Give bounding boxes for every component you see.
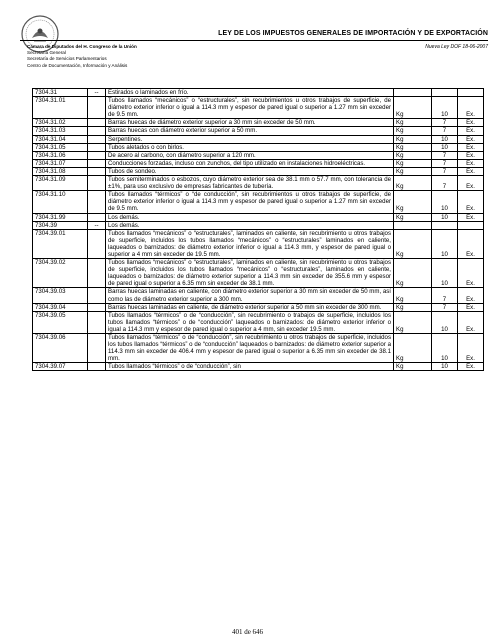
unit-of-measure: Kg bbox=[394, 159, 432, 167]
page-number: 401 de 646 bbox=[231, 628, 264, 636]
level-marker bbox=[88, 213, 106, 221]
level-marker bbox=[88, 259, 106, 288]
tariff-code: 7304.31.05 bbox=[33, 143, 88, 151]
header-rule bbox=[20, 40, 488, 41]
import-rate: 10 bbox=[432, 259, 458, 288]
export-rate: Ex. bbox=[458, 229, 484, 258]
import-rate: 10 bbox=[432, 97, 458, 119]
import-rate: 7 bbox=[432, 167, 458, 175]
product-description: De acero al carbono, con diámetro superior a 120 mm. bbox=[106, 151, 394, 159]
import-rate: 10 bbox=[432, 143, 458, 151]
tariff-code: 7304.31.07 bbox=[33, 159, 88, 167]
unit-of-measure: Kg bbox=[394, 303, 432, 311]
tariff-row bbox=[33, 303, 484, 311]
level-marker bbox=[88, 127, 106, 135]
product-description: Barras huecas laminadas en caliente, de diámetro exterior superior a 50 mm sin exceder de 300 mm. bbox=[106, 303, 394, 311]
import-rate: 7 bbox=[432, 119, 458, 127]
level-marker bbox=[88, 119, 106, 127]
tariff-table bbox=[32, 88, 484, 371]
product-description: Barras huecas laminadas en caliente, con diámetro exterior superior a 30 mm sin exceder de 50 mm, así como las de diámetro exterior superior a 300 mm. bbox=[106, 288, 394, 303]
tariff-code: 7304.31.06 bbox=[33, 151, 88, 159]
tariff-row bbox=[33, 167, 484, 175]
tariff-code: 7304.39.05 bbox=[33, 311, 88, 333]
product-description: Serpentines. bbox=[106, 135, 394, 143]
unit-of-measure: Kg bbox=[394, 127, 432, 135]
export-rate: Ex. bbox=[458, 97, 484, 119]
import-rate: 7 bbox=[432, 288, 458, 303]
unit-of-measure: Kg bbox=[394, 311, 432, 333]
product-description: Tubos llamados “mecánicos” o “estructurales”, sin recubrimientos u otros trabajos de superficie, de diámetro exterior inferior o igual a 114.3 mm y espesor de pared igual o superior a 1.27 mm sin exceder de 9.5 mm. bbox=[106, 97, 394, 119]
tariff-code: 7304.31.08 bbox=[33, 167, 88, 175]
tariff-row bbox=[33, 363, 484, 371]
export-rate: Ex. bbox=[458, 143, 484, 151]
tariff-row bbox=[33, 151, 484, 159]
institution-line: Centro de Documentación, Información y Análisis bbox=[27, 62, 128, 68]
export-rate: Ex. bbox=[458, 363, 484, 371]
import-rate: 10 bbox=[432, 363, 458, 371]
tariff-code: 7304.31.03 bbox=[33, 127, 88, 135]
level-marker bbox=[88, 151, 106, 159]
tariff-row bbox=[33, 213, 484, 221]
level-marker bbox=[88, 334, 106, 363]
unit-of-measure bbox=[394, 221, 432, 229]
institution-name: Cámara de Diputados del H. Congreso de la Unión bbox=[27, 44, 137, 49]
unit-of-measure: Kg bbox=[394, 176, 432, 191]
import-rate: 10 bbox=[432, 135, 458, 143]
export-rate: Ex. bbox=[458, 151, 484, 159]
tariff-code: 7304.31 bbox=[33, 89, 88, 97]
level-marker bbox=[88, 229, 106, 258]
level-marker bbox=[88, 135, 106, 143]
tariff-code: 7304.39.06 bbox=[33, 334, 88, 363]
unit-of-measure bbox=[394, 89, 432, 97]
tariff-row bbox=[33, 229, 484, 258]
import-rate: 7 bbox=[432, 303, 458, 311]
unit-of-measure: Kg bbox=[394, 363, 432, 371]
product-description: Barras huecas de diámetro exterior superior a 30 mm sin exceder de 50 mm. bbox=[106, 119, 394, 127]
unit-of-measure: Kg bbox=[394, 151, 432, 159]
tariff-row bbox=[33, 143, 484, 151]
level-marker bbox=[88, 303, 106, 311]
import-rate: 10 bbox=[432, 334, 458, 363]
level-marker bbox=[88, 288, 106, 303]
level-marker bbox=[88, 97, 106, 119]
tariff-table-container bbox=[32, 88, 484, 371]
export-rate: Ex. bbox=[458, 213, 484, 221]
tariff-code: 7304.39.03 bbox=[33, 288, 88, 303]
publication-note: Nueva Ley DOF 18-06-2007 bbox=[425, 44, 488, 50]
tariff-row bbox=[33, 176, 484, 191]
level-marker bbox=[88, 167, 106, 175]
tariff-code: 7304.39.02 bbox=[33, 259, 88, 288]
product-description: Conducciones forzadas, incluso con zunchos, del tipo utilizado en instalaciones hidroeléctricas. bbox=[106, 159, 394, 167]
import-rate: 10 bbox=[432, 191, 458, 213]
import-rate bbox=[432, 221, 458, 229]
export-rate: Ex. bbox=[458, 311, 484, 333]
tariff-code: 7304.31.01 bbox=[33, 97, 88, 119]
tariff-code: 7304.31.09 bbox=[33, 176, 88, 191]
level-marker: -- bbox=[88, 221, 106, 229]
institution-block bbox=[27, 44, 137, 69]
unit-of-measure: Kg bbox=[394, 229, 432, 258]
import-rate: 7 bbox=[432, 127, 458, 135]
tariff-code: 7304.31.02 bbox=[33, 119, 88, 127]
tariff-code: 7304.39 bbox=[33, 221, 88, 229]
export-rate: Ex. bbox=[458, 259, 484, 288]
export-rate: Ex. bbox=[458, 167, 484, 175]
export-rate: Ex. bbox=[458, 334, 484, 363]
institution-line: Secretaría de Servicios Parlamentarios bbox=[27, 56, 107, 62]
export-rate: Ex. bbox=[458, 191, 484, 213]
tariff-row bbox=[33, 135, 484, 143]
tariff-row bbox=[33, 97, 484, 119]
tariff-code: 7304.39.07 bbox=[33, 363, 88, 371]
product-description: Tubos llamados “mecánicos” o “estructurales”, laminados en caliente, sin recubrimiento u otros trabajos de superficie, incluidos los tubos llamados “mecánicos” o “estructurales”, laminados en caliente, laqueados o barnizados: de diámetro exterior superior a 114.3 mm sin exceder de 355.6 mm y espesor de pared igual o superior a 6.35 mm sin exceder de 38.1 mm. bbox=[106, 259, 394, 288]
tariff-row bbox=[33, 288, 484, 303]
product-description: Tubos semiterminados o esbozos, cuyo diámetro exterior sea de 38.1 mm o 57.7 mm, con tolerancia de ±1%, para uso exclusivo de empresas fabricantes de tubería. bbox=[106, 176, 394, 191]
export-rate: Ex. bbox=[458, 119, 484, 127]
tariff-code: 7304.31.10 bbox=[33, 191, 88, 213]
unit-of-measure: Kg bbox=[394, 119, 432, 127]
tariff-row bbox=[33, 311, 484, 333]
import-rate: 7 bbox=[432, 159, 458, 167]
product-description: Tubos aletados o con birlos. bbox=[106, 143, 394, 151]
export-rate: Ex. bbox=[458, 127, 484, 135]
unit-of-measure: Kg bbox=[394, 191, 432, 213]
level-marker: -- bbox=[88, 89, 106, 97]
import-rate bbox=[432, 89, 458, 97]
product-description: Tubos llamados “térmicos” o “de conducción”, sin recubrimientos u otros trabajos de superficie, de diámetro exterior inferior o igual a 114.3 mm y espesor de pared igual o superior a 1.27 mm sin exceder de 9.5 mm. bbox=[106, 191, 394, 213]
unit-of-measure: Kg bbox=[394, 135, 432, 143]
unit-of-measure: Kg bbox=[394, 334, 432, 363]
export-rate bbox=[458, 89, 484, 97]
export-rate: Ex. bbox=[458, 159, 484, 167]
import-rate: 7 bbox=[432, 151, 458, 159]
tariff-code: 7304.31.99 bbox=[33, 213, 88, 221]
tariff-row bbox=[33, 259, 484, 288]
level-marker bbox=[88, 159, 106, 167]
import-rate: 7 bbox=[432, 176, 458, 191]
tariff-row bbox=[33, 221, 484, 229]
level-marker bbox=[88, 143, 106, 151]
unit-of-measure: Kg bbox=[394, 288, 432, 303]
product-description: Tubos llamados “térmicos” o de “conducción”, sin bbox=[106, 363, 394, 371]
import-rate: 10 bbox=[432, 229, 458, 258]
tariff-row bbox=[33, 334, 484, 363]
document-title: LEY DE LOS IMPUESTOS GENERALES DE IMPORTACIÓN Y DE EXPORTACIÓN bbox=[218, 30, 488, 37]
tariff-row bbox=[33, 191, 484, 213]
unit-of-measure: Kg bbox=[394, 259, 432, 288]
level-marker bbox=[88, 191, 106, 213]
product-description: Los demás. bbox=[106, 213, 394, 221]
level-marker bbox=[88, 363, 106, 371]
product-description: Barras huecas con diámetro exterior superior a 50 mm. bbox=[106, 127, 394, 135]
product-description: Los demás. bbox=[106, 221, 394, 229]
product-description: Tubos de sondeo. bbox=[106, 167, 394, 175]
tariff-code: 7304.31.04 bbox=[33, 135, 88, 143]
product-description: Tubos llamados “mecánicos” o “estructurales”, laminados en caliente, sin recubrimiento u otros trabajos de superficie, incluidos los tubos llamados “mecánicos” o “estructurales” laminados en caliente, laqueados o barnizados: de diámetro exterior inferior o igual a 114.3 mm, y espesor de pared igual o superior a 4 mm sin exceder de 19.5 mm. bbox=[106, 229, 394, 258]
import-rate: 10 bbox=[432, 213, 458, 221]
unit-of-measure: Kg bbox=[394, 167, 432, 175]
unit-of-measure: Kg bbox=[394, 213, 432, 221]
export-rate: Ex. bbox=[458, 288, 484, 303]
level-marker bbox=[88, 176, 106, 191]
tariff-row bbox=[33, 127, 484, 135]
export-rate bbox=[458, 221, 484, 229]
tariff-code: 7304.39.01 bbox=[33, 229, 88, 258]
export-rate: Ex. bbox=[458, 176, 484, 191]
tariff-code: 7304.39.04 bbox=[33, 303, 88, 311]
unit-of-measure: Kg bbox=[394, 97, 432, 119]
institution-line: Secretaría General bbox=[27, 50, 66, 56]
tariff-row bbox=[33, 159, 484, 167]
import-rate: 10 bbox=[432, 311, 458, 333]
product-description: Estirados o laminados en frío. bbox=[106, 89, 394, 97]
unit-of-measure: Kg bbox=[394, 143, 432, 151]
product-description: Tubos llamados “térmicos” o de “conducción”, sin recubrimiento o trabajos de superficie, incluidos los tubos llamados “térmicos” o de “conducción” laqueados o barnizados: de diámetro exterior inferior o igual a 114.3 mm y espesor de pared igual o superior a 4 mm, sin exceder 19.5 mm. bbox=[106, 311, 394, 333]
product-description: Tubos llamados “térmicos” o de “conducción”, sin recubrimiento u otros trabajos de superficie, incluidos los tubos llamados “térmicos” o de “conducción” laqueados o barnizados: de diámetro exterior superior a 114.3 mm sin exceder de 406.4 mm y espesor de pared igual o superior a 6.35 mm sin exceder de 38.1 mm. bbox=[106, 334, 394, 363]
export-rate: Ex. bbox=[458, 135, 484, 143]
level-marker bbox=[88, 311, 106, 333]
export-rate: Ex. bbox=[458, 303, 484, 311]
tariff-row bbox=[33, 119, 484, 127]
tariff-row bbox=[33, 89, 484, 97]
